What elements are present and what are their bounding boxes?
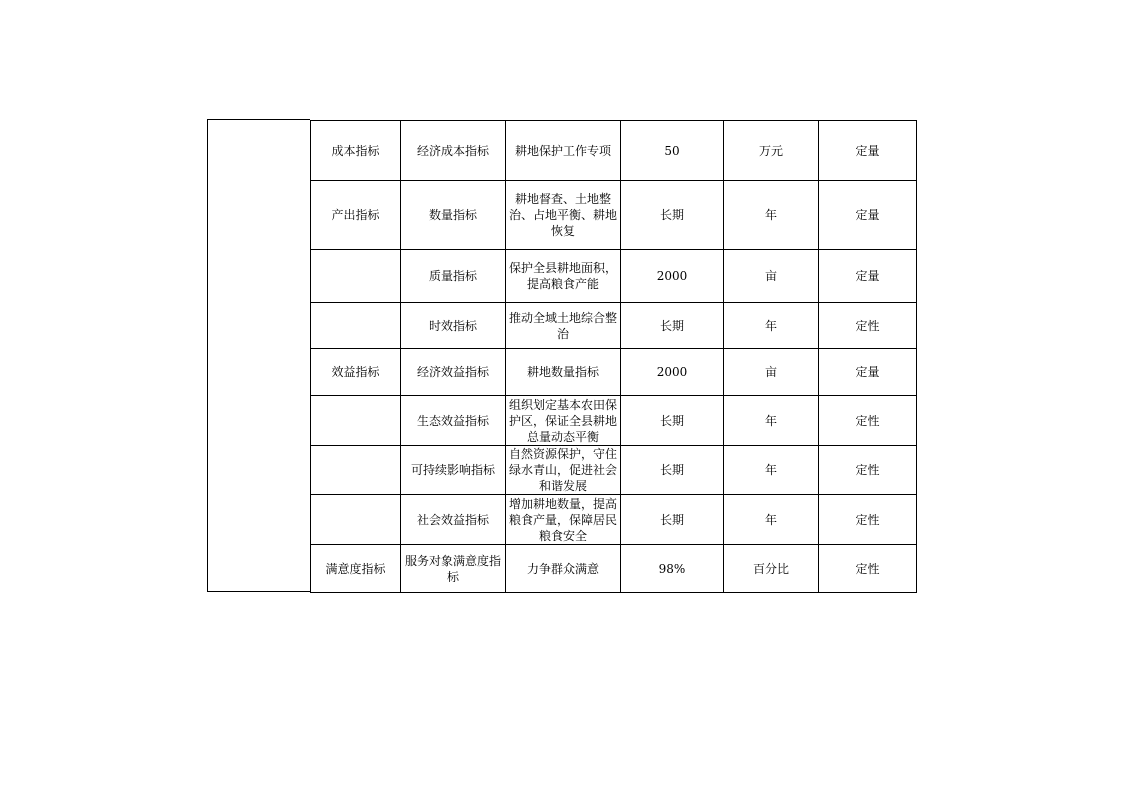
table-row	[311, 396, 917, 446]
level2-indicator-cell: 经济成本指标	[401, 121, 506, 181]
indicator-value-cell: 长期	[621, 495, 724, 545]
indicator-value-cell: 长期	[621, 446, 724, 495]
indicator-content-cell: 耕地保护工作专项	[506, 121, 621, 181]
level2-indicator-cell: 数量指标	[401, 181, 506, 250]
indicator-nature-cell: 定量	[819, 121, 917, 181]
level1-indicator-cell: 满意度指标	[311, 545, 401, 593]
level1-indicator-cell: 效益指标	[311, 349, 401, 396]
level1-indicator-cell	[311, 303, 401, 349]
table-row	[311, 181, 917, 250]
indicator-nature-cell: 定量	[819, 250, 917, 303]
table-row	[311, 349, 917, 396]
table-row	[311, 250, 917, 303]
level2-indicator-cell: 社会效益指标	[401, 495, 506, 545]
indicator-unit-cell: 年	[724, 446, 819, 495]
level1-indicator-cell	[311, 446, 401, 495]
indicator-content-cell: 组织划定基本农田保护区，保证全县耕地总量动态平衡	[506, 396, 621, 446]
indicator-unit-cell: 年	[724, 396, 819, 446]
indicator-content-cell: 增加耕地数量，提高粮食产量，保障居民粮食安全	[506, 495, 621, 545]
indicator-content-cell: 耕地数量指标	[506, 349, 621, 396]
indicator-unit-cell: 万元	[724, 121, 819, 181]
level2-indicator-cell: 时效指标	[401, 303, 506, 349]
indicator-content-cell: 推动全域土地综合整治	[506, 303, 621, 349]
indicator-value-cell: 2000	[621, 349, 724, 396]
level2-indicator-cell: 可持续影响指标	[401, 446, 506, 495]
level2-indicator-cell: 服务对象满意度指标	[401, 545, 506, 593]
table-row	[311, 495, 917, 545]
indicator-nature-cell: 定性	[819, 495, 917, 545]
indicator-unit-cell: 亩	[724, 250, 819, 303]
level1-indicator-cell	[311, 250, 401, 303]
level2-indicator-cell: 经济效益指标	[401, 349, 506, 396]
indicator-value-cell: 50	[621, 121, 724, 181]
table-row	[311, 303, 917, 349]
level2-indicator-cell: 生态效益指标	[401, 396, 506, 446]
indicator-nature-cell: 定性	[819, 303, 917, 349]
performance-indicator-table	[310, 120, 917, 593]
indicator-nature-cell: 定性	[819, 545, 917, 593]
level1-indicator-cell	[311, 396, 401, 446]
level1-indicator-cell: 产出指标	[311, 181, 401, 250]
indicator-value-cell: 长期	[621, 396, 724, 446]
indicator-value-cell: 2000	[621, 250, 724, 303]
left-merged-cell	[207, 119, 310, 592]
indicator-value-cell: 长期	[621, 181, 724, 250]
indicator-nature-cell: 定量	[819, 349, 917, 396]
indicator-content-cell: 耕地督查、土地整治、占地平衡、耕地恢复	[506, 181, 621, 250]
indicator-unit-cell: 亩	[724, 349, 819, 396]
indicator-unit-cell: 百分比	[724, 545, 819, 593]
indicator-nature-cell: 定量	[819, 181, 917, 250]
table-row	[311, 446, 917, 495]
level1-indicator-cell: 成本指标	[311, 121, 401, 181]
level1-indicator-cell	[311, 495, 401, 545]
table-row	[311, 545, 917, 593]
table-row	[311, 121, 917, 181]
level2-indicator-cell: 质量指标	[401, 250, 506, 303]
indicator-value-cell: 98%	[621, 545, 724, 593]
indicator-nature-cell: 定性	[819, 446, 917, 495]
indicator-value-cell: 长期	[621, 303, 724, 349]
indicator-content-cell: 力争群众满意	[506, 545, 621, 593]
indicator-unit-cell: 年	[724, 181, 819, 250]
indicator-content-cell: 自然资源保护，守住绿水青山，促进社会和谐发展	[506, 446, 621, 495]
indicator-unit-cell: 年	[724, 495, 819, 545]
indicator-nature-cell: 定性	[819, 396, 917, 446]
indicator-unit-cell: 年	[724, 303, 819, 349]
indicator-content-cell: 保护全县耕地面积，提高粮食产能	[506, 250, 621, 303]
